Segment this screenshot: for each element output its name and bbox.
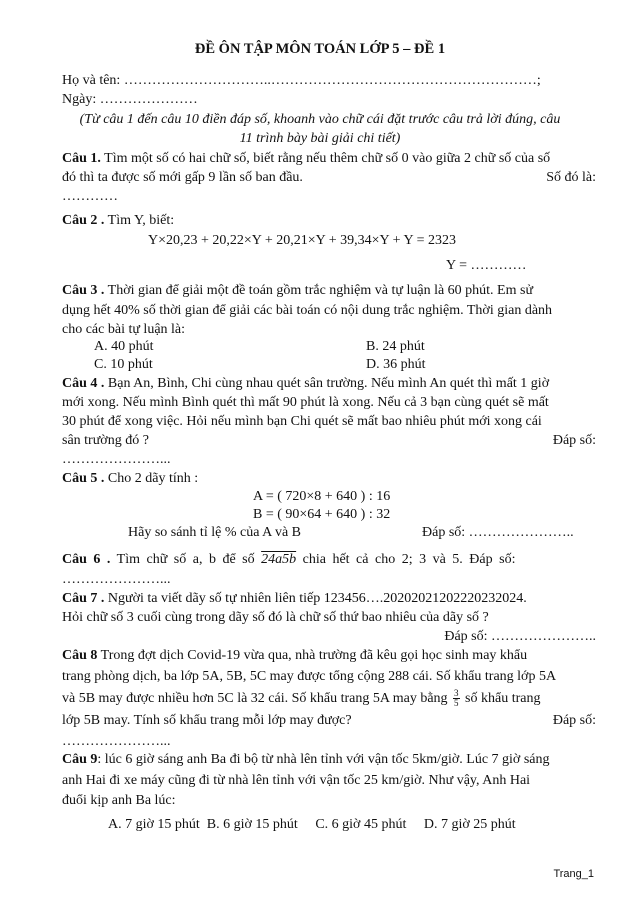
question-4-line-3: 30 phút để xong việc. Hỏi nếu mình bạn Chi quét sẽ mất bao nhiêu phút mới xong cái: [62, 414, 542, 429]
question-5-line-1: [62, 469, 198, 488]
question-5-text: Cho 2 dãy tính :: [107, 471, 199, 486]
question-5-expression-a: A = ( 720×8 + 640 ) : 16: [253, 489, 391, 504]
question-2-label: Câu 2 .: [62, 213, 105, 228]
fraction-three-fifths: [453, 689, 460, 708]
question-7-line-1: [62, 589, 527, 608]
question-4-text: Bạn An, Bình, Chi cùng nhau quét sân trường. Nếu mình An quét thì mất 1 giờ: [107, 376, 550, 391]
question-1-text: Tìm một số có hai chữ số, biết rằng nếu thêm chữ số 0 vào giữa 2 chữ số của số: [104, 151, 551, 166]
question-3-option-c[interactable]: C. 10 phút: [94, 357, 153, 372]
question-6-text-before: Tìm chữ số a, b để số: [116, 552, 255, 567]
question-6-number: 24a5b: [261, 552, 297, 567]
question-1-line-2: đó thì ta được số mới gấp 9 lần số ban đầu.: [62, 170, 303, 185]
question-4-label: Câu 4 .: [62, 376, 105, 391]
question-8-line-3-after: số khẩu trang: [465, 691, 541, 706]
question-7-line-2: Hỏi chữ số 3 cuối cùng trong dãy số đó là chữ số thứ bao nhiêu của dãy số ?: [62, 610, 489, 625]
fraction-denominator: 5: [454, 698, 459, 709]
question-8-line-4: lớp 5B may. Tính số khẩu trang mỗi lớp may được?: [62, 713, 352, 728]
question-2-text: Tìm Y, biết:: [107, 213, 175, 228]
question-8-answer-dots: …………………...: [62, 734, 171, 749]
fraction-numerator: 3: [454, 688, 459, 699]
question-3-text: Thời gian để giải một đề toán gồm trắc nghiệm và tự luận là 60 phút. Em sử: [107, 283, 534, 298]
question-4-answer-label: Đáp số:: [552, 433, 596, 448]
question-7-text: Người ta viết dãy số tự nhiên liên tiếp 123456….20202021202220232024.: [107, 591, 527, 606]
question-2-answer: Y = …………: [446, 258, 527, 273]
question-5-task: Hãy so sánh tỉ lệ % của A và B: [128, 525, 302, 540]
question-4-answer-dots: …………………...: [62, 452, 171, 467]
question-1-line-1: [62, 149, 550, 168]
question-8-line-2: trang phòng dịch, ba lớp 5A, 5B, 5C may được tổng cộng 288 cái. Số khẩu trang lớp 5A: [62, 669, 557, 684]
instruction-line-1: (Từ câu 1 đến câu 10 điền đáp số, khoanh vào chữ cái đặt trước câu trả lời đúng, câu: [79, 112, 561, 127]
question-3-line-3: cho các bài tự luận là:: [62, 322, 186, 337]
question-3-label: Câu 3 .: [62, 283, 105, 298]
name-line: Họ và tên: …………………………..…………………………………………………;: [62, 73, 541, 88]
question-8-line-3-before: và 5B may được nhiều hơn 5C là 32 cái. Số khẩu trang 5A may bằng: [62, 691, 448, 706]
question-5-label: Câu 5 .: [62, 471, 105, 486]
question-5-answer: Đáp số: …………………..: [422, 525, 574, 540]
question-4-line-1: [62, 374, 549, 393]
question-1-answer-dots: …………: [62, 189, 118, 204]
question-9-line-2: anh Hai đi xe máy cũng đi từ nhà lên tỉnh với vận tốc 25 km/giờ. Như vậy, Anh Hai: [62, 773, 531, 788]
question-8-line-3: [62, 689, 540, 708]
question-6-label: Câu 6 .: [62, 552, 111, 567]
question-7-label: Câu 7 .: [62, 591, 105, 606]
question-9-line-3: đuổi kịp anh Ba lúc:: [62, 793, 176, 808]
question-3-option-d[interactable]: D. 36 phút: [366, 357, 426, 372]
question-8-label: Câu 8: [62, 648, 98, 663]
question-9-text: : lúc 6 giờ sáng anh Ba đi bộ từ nhà lên tỉnh với vận tốc 5km/giờ. Lúc 7 giờ sáng: [97, 752, 550, 767]
question-1-answer-label: Số đó là:: [546, 170, 596, 185]
question-8-answer-label: Đáp số:: [552, 713, 596, 728]
question-3-line-1: [62, 281, 533, 300]
question-2-equation: Y×20,23 + 20,22×Y + 20,21×Y + 39,34×Y + Y = 2323: [148, 233, 457, 248]
question-3-line-2: dụng hết 40% số thời gian để giải các bài toán có nội dung trắc nghiệm. Thời gian dành: [62, 303, 553, 318]
question-9-line-1: [62, 750, 550, 769]
question-6-line-1: [62, 550, 515, 569]
question-3-option-b[interactable]: B. 24 phút: [366, 339, 425, 354]
question-8-line-1: [62, 646, 527, 665]
question-8-text: Trong đợt dịch Covid-19 vừa qua, nhà trường đã kêu gọi học sinh may khẩu: [100, 648, 528, 663]
question-2-line-1: [62, 211, 174, 230]
date-line: Ngày: …………………: [62, 92, 198, 107]
question-9-label: Câu 9: [62, 752, 98, 767]
question-9-options[interactable]: A. 7 giờ 15 phút B. 6 giờ 15 phút C. 6 giờ 45 phút D. 7 giờ 25 phút: [108, 817, 516, 832]
question-6-text-after: chia hết cả cho 2; 3 và 5. Đáp số:: [302, 552, 516, 567]
instruction-line-2: 11 trình bày bài giải chi tiết): [239, 131, 401, 146]
question-4-line-4: sân trường đó ?: [62, 433, 149, 448]
question-5-expression-b: B = ( 90×64 + 640 ) : 32: [253, 507, 391, 522]
question-4-line-2: mới xong. Nếu mình Bình quét thì mất 90 phút là xong. Nếu cả 3 bạn cùng quét sẽ mất: [62, 395, 549, 410]
question-1-label: Câu 1.: [62, 151, 101, 166]
question-7-answer: Đáp số: …………………..: [444, 629, 596, 644]
question-6-answer-dots: …………………...: [62, 572, 171, 587]
page-number: Trang_1: [553, 868, 594, 880]
page-title: ĐỀ ÔN TẬP MÔN TOÁN LỚP 5 – ĐỀ 1: [194, 41, 446, 57]
question-3-option-a[interactable]: A. 40 phút: [94, 339, 154, 354]
